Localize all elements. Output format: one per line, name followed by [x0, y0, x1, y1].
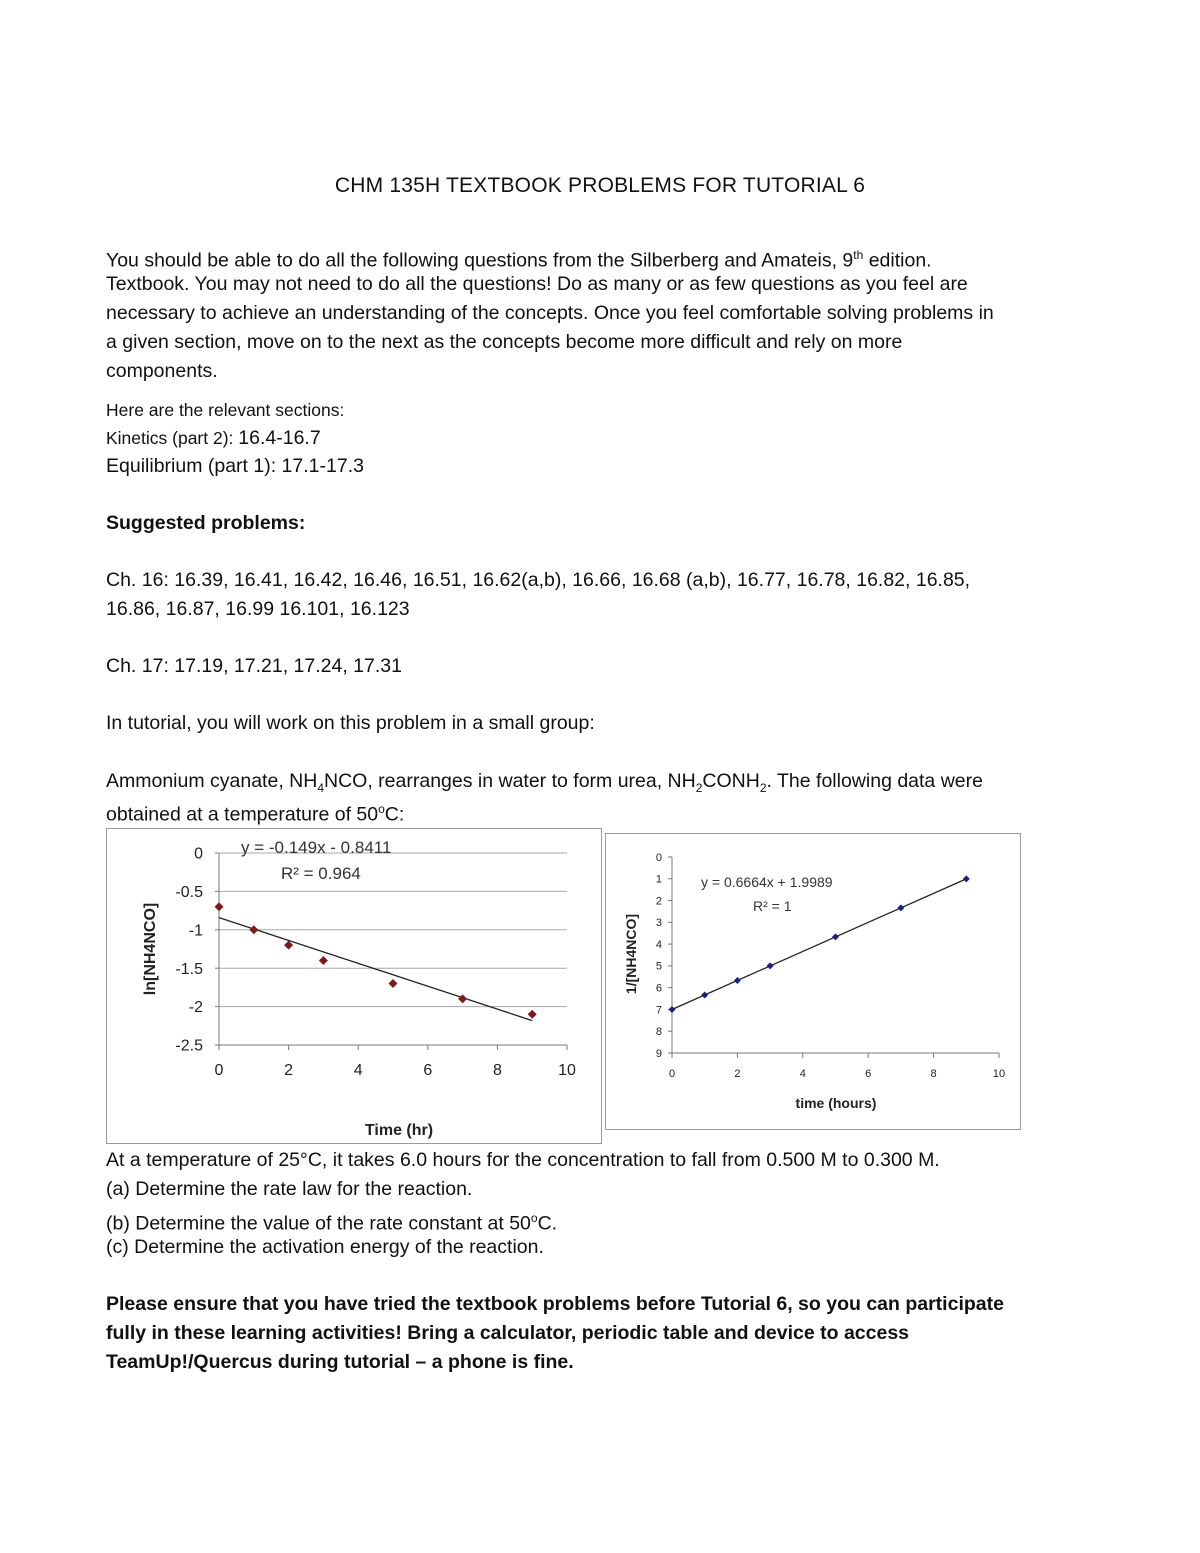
y-tick-label: -1: [188, 922, 203, 940]
y-tick-label: -1.5: [175, 960, 203, 978]
ch16-line-1: Ch. 16: 16.39, 16.41, 16.42, 16.46, 16.51, 16.62(a,b), 16.66, 16.68 (a,b), 16.77, 16.78, 16.82, 16.85,: [106, 569, 971, 591]
r-squared-label: R² = 1: [753, 898, 792, 914]
data-point: [734, 977, 741, 984]
tutorial-intro: In tutorial, you will work on this problem in a small group:: [106, 712, 595, 734]
closing-line-1: Please ensure that you have tried the textbook problems before Tutorial 6, so you can participate: [106, 1293, 1004, 1315]
after-chart-line-1: At a temperature of 25°C, it takes 6.0 hours for the concentration to fall from 0.500 M to 0.300 M.: [106, 1149, 940, 1171]
y-tick-label: 5: [655, 960, 662, 973]
x-tick-label: 6: [423, 1062, 433, 1079]
x-tick-label: 8: [930, 1068, 937, 1080]
x-tick-label: 0: [214, 1062, 224, 1079]
data-point: [897, 904, 904, 911]
closing-line-2: fully in these learning activities! Bring a calculator, periodic table and device to access: [106, 1322, 910, 1344]
question-a: (a) Determine the rate law for the reaction.: [106, 1178, 473, 1200]
y-tick-label: -2.5: [175, 1037, 203, 1055]
data-point: [528, 1010, 537, 1019]
x-tick-label: 8: [492, 1062, 502, 1079]
chart-ln-svg: [107, 829, 601, 1143]
ch16-line-2: 16.86, 16.87, 16.99 16.101, 16.123: [106, 598, 410, 620]
data-point: [832, 933, 839, 940]
chart-ln-plot: [106, 828, 602, 1144]
intro-line-5: components.: [106, 360, 218, 382]
data-point: [701, 991, 708, 998]
y-tick-label: 3: [655, 917, 662, 930]
intro-line-2: Textbook. You may not need to do all the questions! Do as many or as few questions as you feel are: [106, 273, 968, 295]
x-tick-label: 10: [558, 1062, 576, 1079]
trendline-equation: y = -0.149x - 0.8411: [241, 838, 392, 857]
y-tick-label: 0: [655, 851, 662, 864]
x-tick-label: 2: [734, 1068, 741, 1080]
x-tick-label: 10: [992, 1068, 1006, 1080]
x-tick-label: 4: [353, 1062, 363, 1079]
sections-kinetics: Kinetics (part 2): 16.4-16.7: [106, 427, 321, 449]
sections-heading: Here are the relevant sections:: [106, 400, 345, 420]
y-tick-label: 4: [655, 938, 662, 951]
y-tick-label: 7: [655, 1004, 662, 1017]
r-squared-label: R² = 0.964: [281, 864, 361, 883]
data-point: [319, 956, 328, 965]
y-tick-label: -2: [188, 999, 203, 1017]
problem-line-1: Ammonium cyanate, $NH_4NCO$, rearranges in water to form urea, $NH_2CONH_2$. The following data were: [106, 770, 983, 795]
chart-inverse-svg: [606, 834, 1020, 1129]
data-point: [669, 1006, 676, 1013]
x-tick-label: 0: [668, 1068, 676, 1080]
x-axis-title: time (hours): [795, 1095, 877, 1111]
y-tick-label: 9: [655, 1047, 662, 1060]
y-tick-label: 2: [655, 895, 662, 908]
ch17-line: Ch. 17: 17.19, 17.21, 17.24, 17.31: [106, 655, 402, 677]
trendline-equation: y = 0.6664x + 1.9989: [701, 874, 833, 890]
intro-line-1: You should be able to do all the following questions from the Silberberg and Amateis, 9th edition.: [106, 248, 932, 272]
y-axis-title: 1/[NH4NCO]: [623, 913, 639, 995]
intro-line-3: necessary to achieve an understanding of the concepts. Once you feel comfortable solving problems in: [106, 302, 994, 324]
intro-line-4: a given section, move on to the next as the concepts become more difficult and rely on more: [106, 331, 903, 353]
y-tick-label: 1: [655, 873, 662, 886]
x-tick-label: 2: [284, 1062, 294, 1079]
y-tick-label: -0.5: [175, 884, 203, 901]
data-point: [963, 875, 970, 882]
suggested-heading: Suggested problems:: [106, 512, 306, 534]
x-tick-label: 4: [799, 1068, 806, 1080]
y-tick-label: 8: [655, 1026, 662, 1039]
closing-line-3: TeamUp!/Quercus during tutorial – a phone is fine.: [106, 1351, 574, 1373]
data-point: [389, 979, 398, 988]
data-point: [458, 994, 467, 1003]
data-point: [767, 962, 774, 969]
y-tick-label: 6: [655, 982, 662, 995]
question-c: (c) Determine the activation energy of the reaction.: [106, 1236, 544, 1258]
data-point: [249, 925, 258, 934]
question-b: (b) Determine the value of the rate constant at 50$^o$C.: [106, 1211, 558, 1235]
data-point: [215, 902, 224, 911]
y-axis-title: ln[NH4NCO]: [142, 902, 159, 996]
trendline: [672, 879, 966, 1010]
chart-inverse-plot: [605, 833, 1021, 1130]
x-axis-title: Time (hr): [364, 1122, 434, 1139]
page-title: CHM 135H TEXTBOOK PROBLEMS FOR TUTORIAL 6: [334, 174, 866, 197]
problem-line-2: obtained at a temperature of 50$^o$C:: [106, 802, 405, 826]
sections-equilibrium: Equilibrium (part 1): 17.1-17.3: [106, 455, 364, 477]
trendline: [219, 918, 532, 1021]
x-tick-label: 6: [865, 1068, 872, 1080]
y-tick-label: 0: [194, 845, 203, 863]
